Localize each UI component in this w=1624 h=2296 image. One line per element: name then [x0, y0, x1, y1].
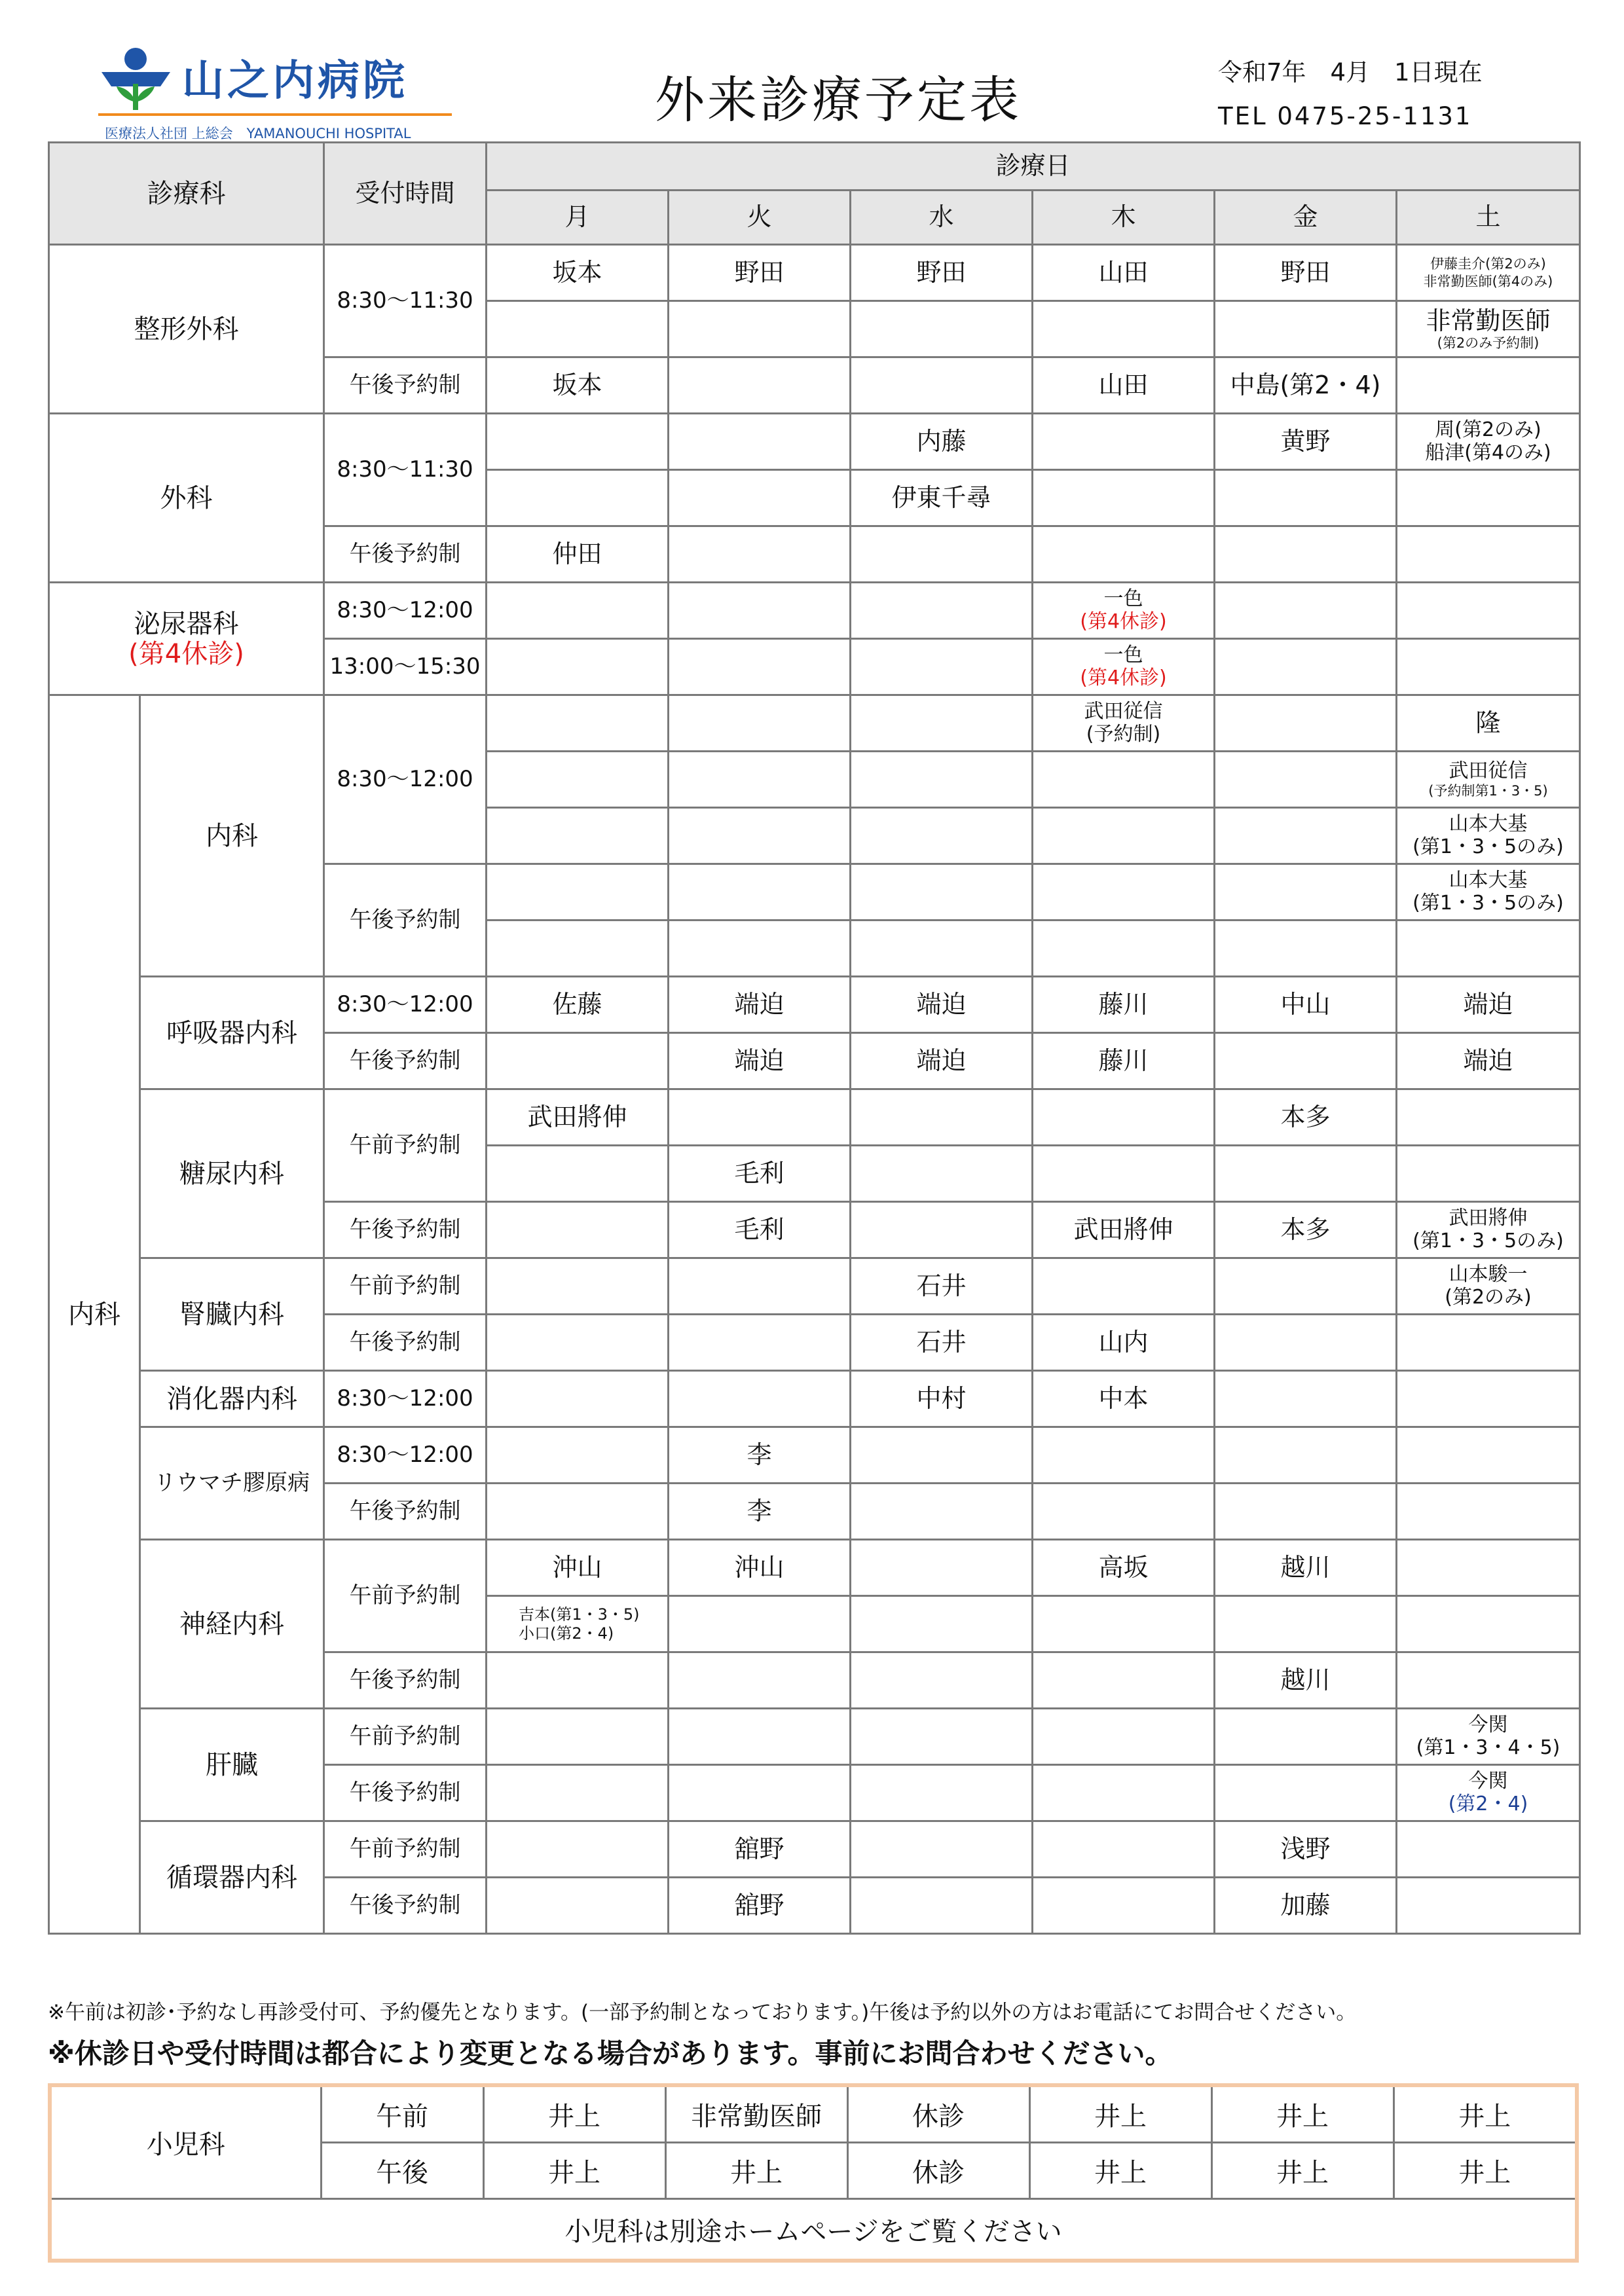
empty-cell	[669, 1258, 851, 1315]
empty-cell	[851, 1146, 1033, 1202]
empty-cell	[669, 752, 851, 808]
empty-cell	[1033, 1427, 1215, 1484]
doctor-line: 山本駿一	[1449, 1263, 1528, 1286]
doctor-cell: 藤川	[1033, 1033, 1215, 1089]
page-title: 外来診療予定表	[655, 71, 1022, 129]
empty-cell	[1397, 1484, 1580, 1540]
doctor-note: (第2のみ)	[1445, 1285, 1532, 1309]
doctor-line: 武田將伸	[1449, 1207, 1528, 1230]
doctor-cell: 李	[669, 1427, 851, 1484]
doctor-cell: 休診	[847, 2143, 1029, 2199]
empty-cell	[851, 1089, 1033, 1146]
empty-cell	[1033, 1484, 1215, 1540]
doctor-cell: 山内	[1033, 1315, 1215, 1371]
empty-cell	[669, 470, 851, 526]
time-cell: 8:30～11:30	[324, 414, 487, 526]
doctor-line: 山本大基	[1449, 869, 1528, 892]
pediatrics-table	[48, 2083, 1579, 2263]
dept-hepatology: 肝臓	[140, 1709, 324, 1821]
doctor-cell: 隆	[1397, 695, 1580, 752]
empty-cell	[669, 1709, 851, 1765]
empty-cell	[669, 1089, 851, 1146]
empty-cell	[487, 808, 669, 864]
empty-cell	[487, 470, 669, 526]
as-of-date: 令和7年 4月 1日現在	[1218, 58, 1483, 86]
empty-cell	[851, 864, 1033, 920]
empty-cell	[851, 301, 1033, 357]
empty-cell	[487, 301, 669, 357]
doctor-line: 武田従信	[1449, 759, 1528, 783]
doctor-cell: 野田	[851, 245, 1033, 301]
empty-cell	[1397, 639, 1580, 695]
time-cell: 午後予約制	[324, 1033, 487, 1089]
doctor-cell: 山田	[1033, 245, 1215, 301]
empty-cell	[487, 1315, 669, 1371]
dept-internal: 内科	[140, 695, 324, 977]
doctor-cell: 井上	[1029, 2085, 1211, 2143]
empty-cell	[669, 414, 851, 470]
doctor-cell	[1397, 864, 1580, 920]
doctor-cell	[1397, 1709, 1580, 1765]
empty-cell	[851, 1652, 1033, 1709]
day-fri: 金	[1215, 191, 1397, 245]
empty-cell	[1215, 1709, 1397, 1765]
doctor-cell: 高坂	[1033, 1540, 1215, 1596]
dept-label: 泌尿器科	[134, 608, 239, 639]
doctor-cell	[1397, 808, 1580, 864]
doctor-cell: 端迫	[1397, 1033, 1580, 1089]
doctor-cell	[1397, 1258, 1580, 1315]
empty-cell	[1033, 301, 1215, 357]
empty-cell	[669, 1596, 851, 1652]
time-cell: 午後予約制	[324, 1765, 487, 1821]
empty-cell	[851, 808, 1033, 864]
empty-cell	[1215, 920, 1397, 977]
doctor-cell: 端迫	[851, 977, 1033, 1033]
empty-cell	[1215, 1765, 1397, 1821]
notice: ※休診日や受付時間は都合により変更となる場合があります。事前にお問合わせください。	[48, 2037, 1173, 2069]
empty-cell	[1033, 526, 1215, 583]
day-mon: 月	[487, 191, 669, 245]
empty-cell	[669, 1315, 851, 1371]
doctor-line: 今関	[1468, 1770, 1508, 1793]
doctor-cell: 沖山	[487, 1540, 669, 1596]
time-cell: 午後予約制	[324, 1652, 487, 1709]
time-cell: 8:30～11:30	[324, 245, 487, 357]
doctor-cell: 中山	[1215, 977, 1397, 1033]
empty-cell	[851, 920, 1033, 977]
doctor-cell: 端迫	[669, 1033, 851, 1089]
empty-cell	[487, 1878, 669, 1934]
empty-cell	[1215, 639, 1397, 695]
logo-subtitle: 医療法人社団 上総会 YAMANOUCHI HOSPITAL	[105, 126, 411, 141]
doctor-line: 一色	[1103, 644, 1143, 666]
empty-cell	[1033, 1821, 1215, 1878]
time-cell: 午後予約制	[324, 526, 487, 583]
empty-cell	[1397, 583, 1580, 639]
time-cell: 午後予約制	[324, 1484, 487, 1540]
time-cell: 8:30～12:00	[324, 1427, 487, 1484]
doctor-line: 非常勤医師(第4のみ)	[1423, 273, 1553, 289]
empty-cell	[1033, 1878, 1215, 1934]
doctor-cell: 浅野	[1215, 1821, 1397, 1878]
empty-cell	[851, 1427, 1033, 1484]
time-cell: 午前予約制	[324, 1089, 487, 1202]
empty-cell	[1215, 470, 1397, 526]
doctor-cell: 野田	[669, 245, 851, 301]
empty-cell	[1397, 1821, 1580, 1878]
empty-cell	[487, 1146, 669, 1202]
footnote: ※午前は初診･予約なし再診受付可、予約優先となります。(一部予約制となっております。)午後は予約以外の方はお電話にてお問合せください。	[48, 2001, 1357, 2024]
empty-cell	[669, 357, 851, 414]
empty-cell	[1033, 1146, 1215, 1202]
empty-cell	[669, 1652, 851, 1709]
doctor-cell: 坂本	[487, 357, 669, 414]
empty-cell	[487, 1652, 669, 1709]
doctor-cell: 舘野	[669, 1821, 851, 1878]
time-cell: 午後	[321, 2143, 483, 2199]
empty-cell	[1397, 1146, 1580, 1202]
doctor-cell: 石井	[851, 1258, 1033, 1315]
empty-cell	[669, 526, 851, 583]
day-tue: 火	[669, 191, 851, 245]
closed-note: (第4休診)	[128, 638, 244, 669]
doctor-cell: 石井	[851, 1315, 1033, 1371]
empty-cell	[1397, 1540, 1580, 1596]
empty-cell	[487, 583, 669, 639]
empty-cell	[1215, 1315, 1397, 1371]
empty-cell	[487, 920, 669, 977]
doctor-note: (第1・3・5のみ)	[1412, 891, 1564, 915]
doctor-cell: 武田將伸	[1033, 1202, 1215, 1258]
empty-cell	[851, 1596, 1033, 1652]
empty-cell	[487, 1821, 669, 1878]
doctor-cell	[1397, 301, 1580, 357]
doctor-cell	[1397, 1765, 1580, 1821]
empty-cell	[851, 357, 1033, 414]
doctor-cell: 端迫	[669, 977, 851, 1033]
time-cell: 午後予約制	[324, 1315, 487, 1371]
dept-pediatrics: 小児科	[50, 2085, 321, 2199]
doctor-line: 山本大基	[1449, 812, 1528, 835]
empty-cell	[669, 695, 851, 752]
doctor-cell: 井上	[1211, 2085, 1393, 2143]
empty-cell	[851, 526, 1033, 583]
doctor-cell: 仲田	[487, 526, 669, 583]
doctor-note: (第2のみ予約制)	[1437, 335, 1540, 352]
empty-cell	[487, 1258, 669, 1315]
doctor-note: (第1・3・4・5)	[1416, 1736, 1560, 1759]
time-cell: 8:30～12:00	[324, 1371, 487, 1427]
empty-cell	[1397, 526, 1580, 583]
doctor-line: 今関	[1468, 1713, 1508, 1736]
doctor-cell	[1215, 1033, 1397, 1089]
time-cell: 午後予約制	[324, 1878, 487, 1934]
dept-nephrology: 腎臓内科	[140, 1258, 324, 1371]
empty-cell	[1215, 1427, 1397, 1484]
empty-cell	[1397, 1089, 1580, 1146]
doctor-cell	[1397, 245, 1580, 301]
doctor-cell: 休診	[847, 2085, 1029, 2143]
doctor-cell	[1397, 414, 1580, 470]
empty-cell	[1033, 1089, 1215, 1146]
empty-cell	[1033, 1765, 1215, 1821]
schedule-table	[48, 141, 1581, 1935]
empty-cell	[851, 1878, 1033, 1934]
doctor-cell	[1033, 695, 1215, 752]
doctor-cell	[487, 1033, 669, 1089]
empty-cell	[851, 752, 1033, 808]
doctor-line: 吉本(第1・3・5)	[519, 1605, 640, 1624]
empty-cell	[1397, 1596, 1580, 1652]
dept-diabetes: 糖尿内科	[140, 1089, 324, 1258]
empty-cell	[487, 1371, 669, 1427]
header-days: 診療日	[487, 143, 1580, 191]
empty-cell	[1215, 752, 1397, 808]
day-sat: 土	[1397, 191, 1580, 245]
empty-cell	[669, 808, 851, 864]
dept-urology	[49, 583, 324, 695]
empty-cell	[669, 301, 851, 357]
time-cell: 8:30～12:00	[324, 695, 487, 864]
empty-cell	[1033, 808, 1215, 864]
empty-cell	[851, 639, 1033, 695]
doctor-line: 船津(第4のみ)	[1425, 441, 1551, 464]
time-cell: 午後予約制	[324, 357, 487, 414]
day-wed: 水	[851, 191, 1033, 245]
doctor-line: 周(第2のみ)	[1435, 418, 1541, 441]
empty-cell	[1215, 1371, 1397, 1427]
doctor-cell: 毛利	[669, 1146, 851, 1202]
header-dept: 診療科	[49, 143, 324, 245]
empty-cell	[1033, 1652, 1215, 1709]
time-cell: 午後予約制	[324, 1202, 487, 1258]
doctor-cell: 毛利	[669, 1202, 851, 1258]
time-cell: 午後予約制	[324, 864, 487, 977]
doctor-cell: 李	[669, 1484, 851, 1540]
empty-cell	[487, 695, 669, 752]
logo-underline	[98, 113, 452, 116]
time-cell: 午前予約制	[324, 1821, 487, 1878]
empty-cell	[1215, 1258, 1397, 1315]
empty-cell	[851, 1765, 1033, 1821]
doctor-cell: 井上	[1393, 2143, 1577, 2199]
doctor-cell: 越川	[1215, 1652, 1397, 1709]
dept-rheumatology: リウマチ膠原病	[140, 1427, 324, 1540]
doctor-cell: 端迫	[1397, 977, 1580, 1033]
dept-cardiology: 循環器内科	[140, 1821, 324, 1934]
empty-cell	[487, 639, 669, 695]
time-cell: 8:30～12:00	[324, 977, 487, 1033]
doctor-cell	[1033, 583, 1215, 639]
doctor-line: 小口(第2・4)	[519, 1624, 614, 1643]
empty-cell	[851, 695, 1033, 752]
doctor-cell	[487, 1596, 669, 1652]
empty-cell	[1397, 1878, 1580, 1934]
empty-cell	[1215, 301, 1397, 357]
closed-note: (第4休診)	[1080, 666, 1167, 689]
empty-cell	[851, 1484, 1033, 1540]
doctor-cell: 井上	[483, 2085, 665, 2143]
dept-orthopedics: 整形外科	[49, 245, 324, 414]
empty-cell	[1397, 1427, 1580, 1484]
empty-cell	[851, 583, 1033, 639]
doctor-note: (予約制)	[1086, 722, 1161, 746]
doctor-cell: 野田	[1215, 245, 1397, 301]
empty-cell	[1215, 695, 1397, 752]
logo-name: 山之内病院	[182, 57, 408, 105]
doctor-cell: 沖山	[669, 1540, 851, 1596]
empty-cell	[1397, 1315, 1580, 1371]
empty-cell	[1215, 1146, 1397, 1202]
empty-cell	[669, 1765, 851, 1821]
doctor-cell: 武田將伸	[487, 1089, 669, 1146]
empty-cell	[851, 1821, 1033, 1878]
doctor-note: (予約制第1・3・5)	[1428, 782, 1548, 799]
empty-cell	[487, 752, 669, 808]
doctor-cell	[1397, 1202, 1580, 1258]
empty-cell	[1397, 1371, 1580, 1427]
empty-cell	[1397, 920, 1580, 977]
doctor-cell: 本多	[1215, 1089, 1397, 1146]
time-cell: 午前予約制	[324, 1540, 487, 1652]
empty-cell	[1033, 414, 1215, 470]
doctor-line: 武田従信	[1084, 700, 1163, 723]
empty-cell	[487, 1484, 669, 1540]
empty-cell	[487, 1427, 669, 1484]
empty-cell	[1033, 920, 1215, 977]
empty-cell	[1033, 864, 1215, 920]
doctor-cell	[1033, 639, 1215, 695]
pediatrics-note: 小児科は別途ホームページをご覧ください	[50, 2199, 1577, 2261]
doctor-cell: 中本	[1033, 1371, 1215, 1427]
closed-note: (第4休診)	[1080, 610, 1167, 633]
dept-surgery: 外科	[49, 414, 324, 583]
empty-cell	[669, 920, 851, 977]
doctor-cell: 中島(第2・4)	[1215, 357, 1397, 414]
header-time: 受付時間	[324, 143, 487, 245]
empty-cell	[1033, 1596, 1215, 1652]
doctor-cell: 坂本	[487, 245, 669, 301]
doctor-note: (第2・4)	[1448, 1792, 1528, 1815]
empty-cell	[1033, 470, 1215, 526]
empty-cell	[1397, 1652, 1580, 1709]
empty-cell	[1215, 864, 1397, 920]
empty-cell	[669, 1371, 851, 1427]
doctor-cell: 中村	[851, 1371, 1033, 1427]
empty-cell	[1033, 1258, 1215, 1315]
phone-number: TEL 0475-25-1131	[1218, 102, 1473, 130]
doctor-cell: 内藤	[851, 414, 1033, 470]
time-cell: 8:30～12:00	[324, 583, 487, 639]
doctor-cell: 井上	[1029, 2143, 1211, 2199]
empty-cell	[487, 414, 669, 470]
doctor-cell: 藤川	[1033, 977, 1215, 1033]
doctor-cell: 佐藤	[487, 977, 669, 1033]
empty-cell	[1215, 1484, 1397, 1540]
empty-cell	[669, 639, 851, 695]
empty-cell	[1215, 1596, 1397, 1652]
doctor-cell: 山田	[1033, 357, 1215, 414]
empty-cell	[1215, 526, 1397, 583]
doctor-cell: 井上	[1211, 2143, 1393, 2199]
doctor-line: 一色	[1103, 587, 1143, 610]
empty-cell	[1397, 357, 1580, 414]
time-cell: 午前予約制	[324, 1709, 487, 1765]
doctor-cell: 井上	[483, 2143, 665, 2199]
empty-cell	[487, 1202, 669, 1258]
time-cell: 午前予約制	[324, 1258, 487, 1315]
empty-cell	[1033, 752, 1215, 808]
hospital-logo	[98, 46, 465, 144]
doctor-cell: 本多	[1215, 1202, 1397, 1258]
empty-cell	[1033, 1709, 1215, 1765]
doctor-cell: 井上	[665, 2143, 847, 2199]
empty-cell	[669, 583, 851, 639]
doctor-cell: 黄野	[1215, 414, 1397, 470]
logo-mark-icon	[98, 46, 174, 111]
dept-gastroenterology: 消化器内科	[140, 1371, 324, 1427]
doctor-cell: 非常勤医師	[665, 2085, 847, 2143]
empty-cell	[1215, 583, 1397, 639]
empty-cell	[851, 1709, 1033, 1765]
doctor-line: 伊藤圭介(第2のみ)	[1430, 256, 1546, 272]
time-cell: 午前	[321, 2085, 483, 2143]
empty-cell	[669, 864, 851, 920]
empty-cell	[1397, 470, 1580, 526]
day-thu: 木	[1033, 191, 1215, 245]
empty-cell	[1215, 808, 1397, 864]
doctor-note: (第1・3・5のみ)	[1412, 835, 1564, 858]
empty-cell	[851, 1540, 1033, 1596]
group-internal-medicine: 内科	[49, 695, 140, 1934]
time-cell: 13:00～15:30	[324, 639, 487, 695]
doctor-cell: 加藤	[1215, 1878, 1397, 1934]
doctor-note: (第1・3・5のみ)	[1412, 1229, 1564, 1252]
dept-neurology: 神経内科	[140, 1540, 324, 1709]
empty-cell	[487, 1709, 669, 1765]
doctor-cell: 越川	[1215, 1540, 1397, 1596]
doctor-cell: 伊東千尋	[851, 470, 1033, 526]
doctor-line: 非常勤医師	[1426, 306, 1551, 335]
dept-respiratory: 呼吸器内科	[140, 977, 324, 1089]
empty-cell	[487, 864, 669, 920]
doctor-cell: 舘野	[669, 1878, 851, 1934]
doctor-cell	[1397, 752, 1580, 808]
empty-cell	[487, 1765, 669, 1821]
empty-cell	[851, 1202, 1033, 1258]
doctor-cell: 端迫	[851, 1033, 1033, 1089]
doctor-cell: 井上	[1393, 2085, 1577, 2143]
